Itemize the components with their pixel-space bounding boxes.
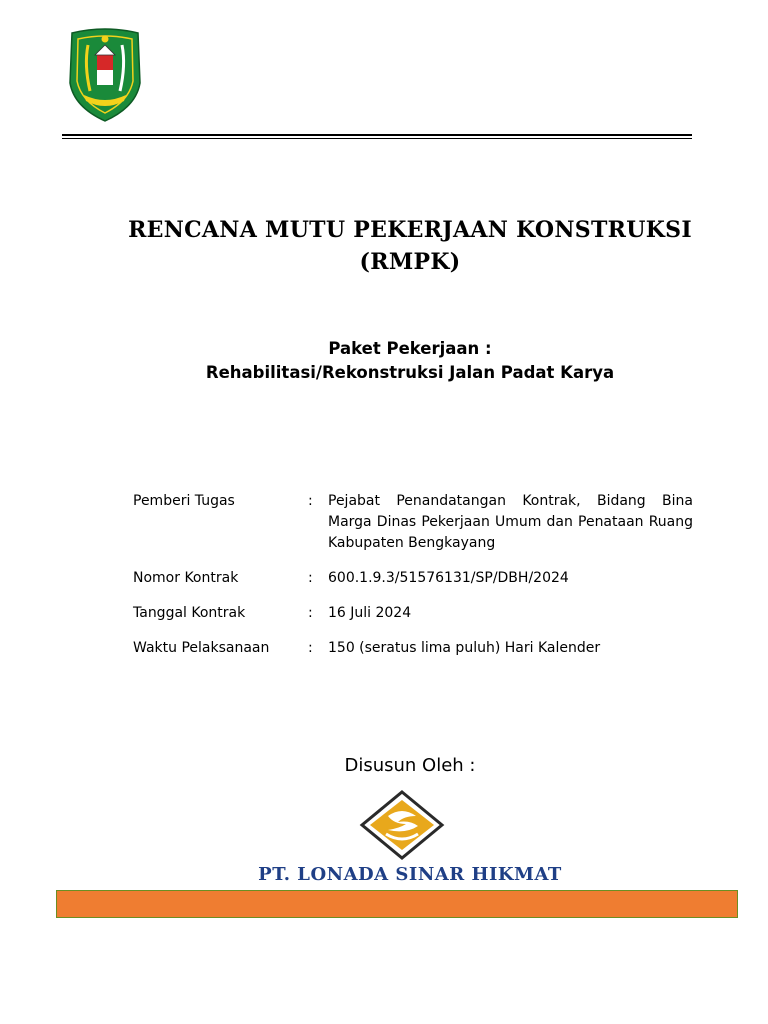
footer-bar — [56, 890, 738, 918]
work-package-name: Rehabilitasi/Rekonstruksi Jalan Padat Karya — [205, 363, 615, 382]
info-label: Tanggal Kontrak — [133, 605, 246, 621]
info-colon: : — [308, 605, 313, 621]
header-rule-thick — [62, 134, 692, 136]
document-title-line2: (RMPK) — [359, 249, 461, 275]
info-row-contract-number — [133, 568, 693, 589]
info-value: 16 Juli 2024 — [328, 605, 412, 621]
info-row-assigner — [133, 491, 693, 554]
info-colon: : — [308, 570, 313, 586]
contract-info-table — [133, 491, 693, 673]
company-logo-icon — [358, 790, 446, 860]
info-row-contract-date — [133, 603, 693, 624]
info-value: Pejabat Penandatangan Kontrak, Bidang Bina Marga Dinas Pekerjaan Umum dan Penataan Ruang Kabupaten Bengkayang — [328, 493, 693, 551]
work-package-label: Paket Pekerjaan : — [328, 339, 492, 358]
info-value: 150 (seratus lima puluh) Hari Kalender — [328, 640, 601, 656]
work-package — [60, 337, 760, 385]
document-title-line1: RENCANA MUTU PEKERJAAN KONSTRUKSI — [128, 217, 692, 243]
info-colon: : — [308, 493, 313, 509]
company-name: PT. LONADA SINAR HIKMAT — [258, 864, 562, 885]
header-rule-thin — [62, 138, 692, 139]
info-label: Nomor Kontrak — [133, 570, 239, 586]
prepared-by-label: Disusun Oleh : — [344, 755, 476, 776]
info-row-duration — [133, 638, 693, 659]
info-value: 600.1.9.3/51576131/SP/DBH/2024 — [328, 570, 569, 586]
info-label: Pemberi Tugas — [133, 493, 235, 509]
info-label: Waktu Pelaksanaan — [133, 640, 270, 656]
regency-coat-of-arms-icon — [66, 25, 144, 123]
document-title — [60, 214, 760, 278]
info-colon: : — [308, 640, 313, 656]
